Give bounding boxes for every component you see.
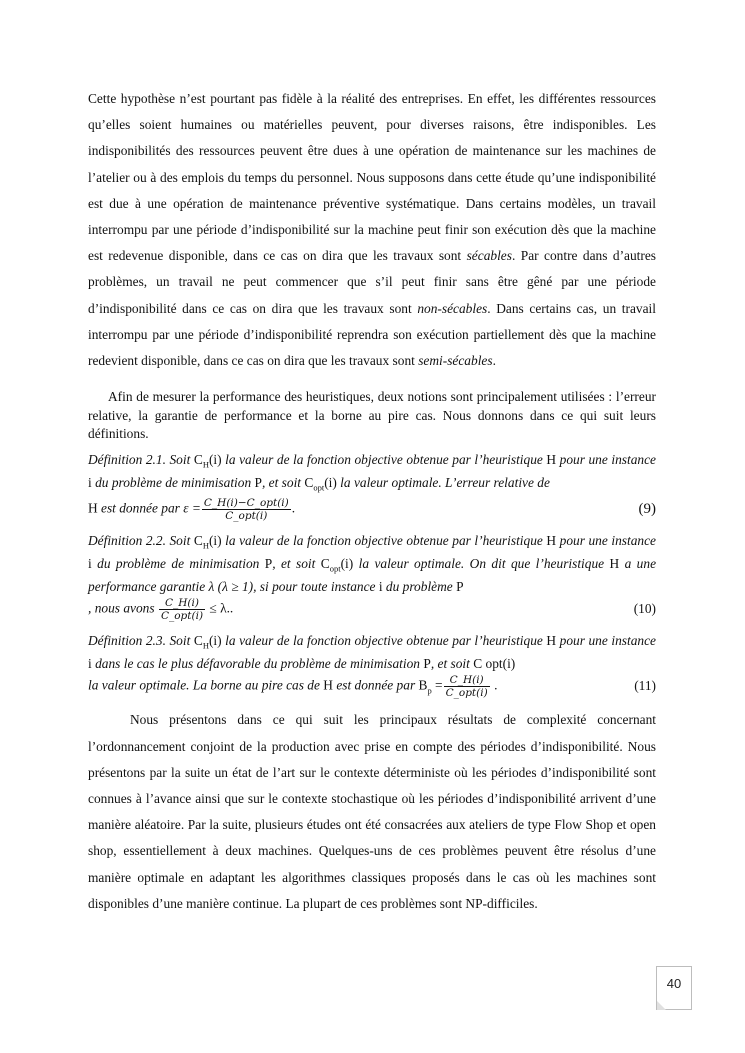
equation-10-row: , nous avons $\frac{C\_H(i)}{\text{C\_opt(i)}}$ ≤ λ.. (10) <box>88 596 656 622</box>
term-secables: sécables <box>466 248 512 264</box>
page-fold-corner <box>657 1001 666 1010</box>
term-non-secables: non-sécables <box>417 300 488 316</box>
definition-2-2: Définition 2.2. Soit $C_H(i)$ la valeur de la fonction objective obtenue par l’heuristique H pour une instance i du problème de minimisation P, et soit $C_{opt}(i)$ la valeur optimale. On dit que l’heuristique H a une performance garantie λ (λ ≥ 1), si pour toute instance i du problème P , nous avons $\frac{C\_H(i)}{\text{C\_opt(i)}}$ ≤ λ.. (10) <box>88 533 657 622</box>
paragraph-performance-intro: Afin de mesurer la performance des heuristiques, deux notions sont principalement utilisées : l’erreur relative, la garantie de performance et la borne au pire cas. Nous donnons dans ce qui suit leurs définitions. <box>88 389 656 442</box>
page-number: 40 <box>666 976 682 991</box>
paragraph-unavailability: Cette hypothèse n’est pourtant pas fidèle à la réalité des entreprises. En effet, les différentes ressources qu’elles soient humaines ou matérielles peuvent, pour diverses raisons, être indisponibles. Les indisponibilités des ressources peuvent être dues à une opération de maintenance sur les machines de l’atelier ou à des emplois du temps du personnel. Nous supposons dans cette étude qu’une indisponibilité est due à une opération de maintenance préventive systématique. Dans certains modèles, un travail interrompu par une période d’indisponibilité sur la machine peut finir son exécution dès que la machine est redevenue disponible, dans ce cas on dira que les travaux sont sécables. Par contre dans d’autres problèmes, un travail ne peut commencer que s’il peut finir sans être gêné par une période d’indisponibilité dans ce cas on dira que les travaux sont non-sécables. Dans certains cas, un travail interrompu par une période d’indisponibilité reprendra son exécution partiellement dès que la machine redevient disponible, dans ce cas on dira que les travaux sont semi-sécables. <box>88 91 657 369</box>
page-number-box <box>656 966 692 1010</box>
equation-11-row: la valeur optimale. La borne au pire cas de H est donnée par $B_p$ = $\frac{C\_H(i)}{\text{C\_opt(i)}}$ . (11) <box>88 673 656 699</box>
fraction-performance-ratio: $\frac{C\_H(i)}{\text{C\_opt(i)}}$ <box>160 596 204 622</box>
equation-number-11: (11) <box>634 678 656 694</box>
fraction-relative-error: $\frac{\text{C\_H(i)−C\_opt(i)}}{\text{C\_opt(i)}}$ <box>203 497 289 523</box>
paragraph-complexity-results: Nous présentons dans ce qui suit les principaux résultats de complexité concernant l’ordonnancement conjoint de la production avec prise en compte des périodes d’indisponibilité. Nous présentons par la suite un état de l’art sur le contexte déterministe où les périodes d’indisponibilité sont connues à l’avance ainsi que sur le contexte stochastique où les périodes d’indisponibilité arrivent d’une manière aléatoire. Par la suite, plusieurs études ont été consacrées aux ateliers de type Flow Shop et open shop, essentiellement à deux machines. Quelques-uns de ces problèmes peuvent être résolus d’une manière optimale en adaptant les algorithmes classiques proposés dans le cas où les machines sont disponibles d’une manière continue. La plupart de ces problèmes sont NP-difficiles. <box>88 712 656 911</box>
term-semi-secables: semi-sécables <box>418 353 493 369</box>
fraction-worst-case-bound: $\frac{C\_H(i)}{\text{C\_opt(i)}}$ <box>445 673 488 699</box>
equation-number-9: (9) <box>638 501 656 518</box>
equation-number-10: (10) <box>633 601 656 617</box>
page-body <box>88 86 656 917</box>
definition-2-3: Définition 2.3. Soit $C_H(i)$ la valeur de la fonction objective obtenue par l’heuristique H pour une instance i dans le cas le plus défavorable du problème de minimisation P, et soit C opt(i) la valeur optimale. La borne au pire cas de H est donnée par $B_p$ = $\frac{C\_H(i)}{\text{C\_opt(i)}}$ . (11) <box>88 632 656 699</box>
equation-9-row: H est donnée par ε = $\frac{\text{C\_H(i)−C\_opt(i)}}{\text{C\_opt(i)}}$ . (9) <box>88 497 656 523</box>
definition-2-1: Définition 2.1. Soit $C_H(i)$ la valeur de la fonction objective obtenue par l’heuristique H pour une instance i du problème de minimisation P, et soit $C_{opt}(i)$ la valeur optimale. L’erreur relative de H est donnée par ε = $\frac{\text{C\_H(i)−C\_opt(i)}}{\text{C\_opt(i)}}$ . (9) <box>88 451 656 523</box>
